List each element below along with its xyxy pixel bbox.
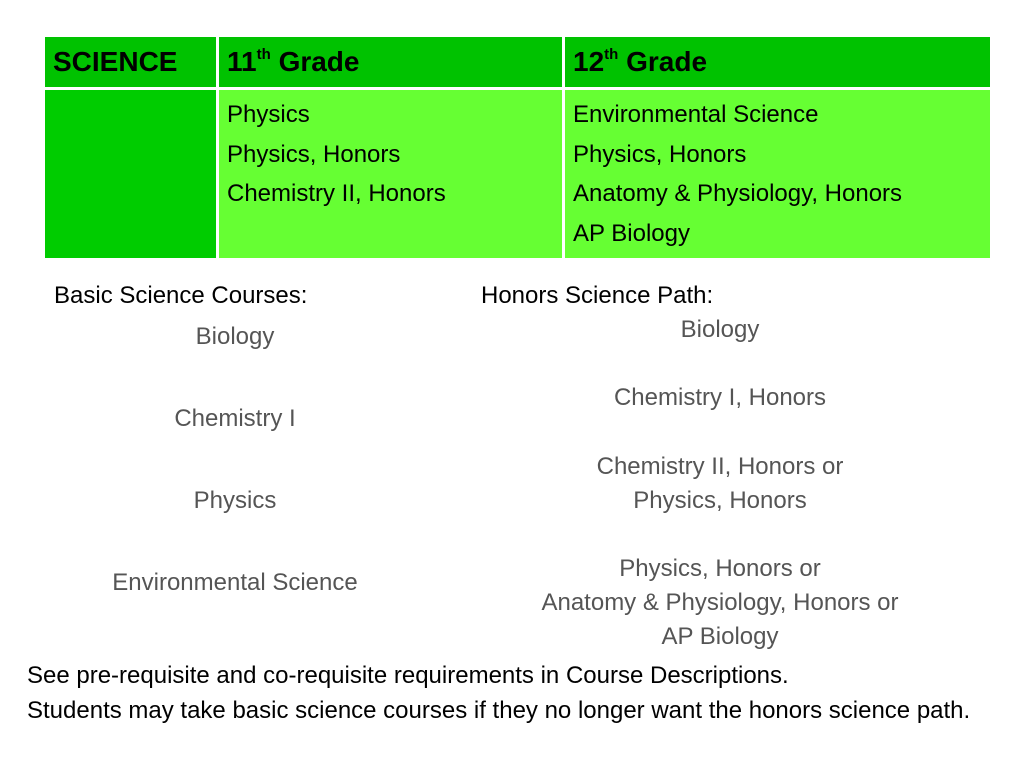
grade-12-header (564, 36, 992, 89)
grade-12-number: 12 (573, 46, 605, 77)
grade-11-number: 11 (227, 46, 257, 77)
basic-course-item: Environmental Science (112, 569, 358, 596)
footnote (27, 658, 1007, 728)
basic-course-item: Physics (193, 487, 277, 514)
grade-12-course: Physics, Honors (573, 140, 747, 168)
grade-12-course: Anatomy & Physiology, Honors (573, 180, 903, 207)
honors-path-step: Biology (680, 316, 760, 343)
honors-path-step: Chemistry II, Honors or (596, 453, 844, 480)
grade-11-course: Physics, Honors (227, 140, 401, 168)
table-header-row (44, 36, 992, 89)
grade-12-course: AP Biology (573, 219, 690, 247)
table-body-row (44, 89, 992, 260)
grade-11-course: Physics (227, 101, 310, 128)
grade-12-suffix: th (604, 45, 619, 63)
course-table (42, 34, 993, 261)
grade-11-course: Chemistry II, Honors (227, 180, 446, 207)
grade-11-cell (218, 89, 564, 260)
grade-12-course: Environmental Science (573, 101, 819, 128)
grade-11-course-list (219, 90, 562, 214)
grade-11-suffix: th (256, 45, 271, 63)
basic-courses-heading: Basic Science Courses: (54, 282, 308, 309)
honors-path-step: Anatomy & Physiology, Honors or (541, 589, 899, 616)
basic-course-item: Biology (195, 323, 275, 350)
grade-12-course-list (565, 90, 990, 253)
subject-cell (44, 89, 218, 260)
honors-path-heading: Honors Science Path: (481, 282, 714, 309)
footnote-line: See pre-requisite and co-requisite requirements in Course Descriptions. (27, 662, 789, 689)
subject-header: SCIENCE (44, 36, 218, 89)
footnote-line: Students may take basic science courses if they no longer want the honors science path. (27, 697, 971, 724)
honors-path-step: Physics, Honors or (619, 555, 821, 582)
honors-path-step: Chemistry I, Honors (613, 384, 827, 411)
grade-12-label: Grade (626, 46, 708, 77)
basic-course-item: Chemistry I (174, 405, 296, 432)
honors-path-step: AP Biology (661, 623, 779, 650)
grade-12-cell (564, 89, 992, 260)
grade-11-header (218, 36, 564, 89)
grade-11-label: Grade (278, 46, 360, 77)
honors-path-step: Physics, Honors (633, 487, 807, 514)
